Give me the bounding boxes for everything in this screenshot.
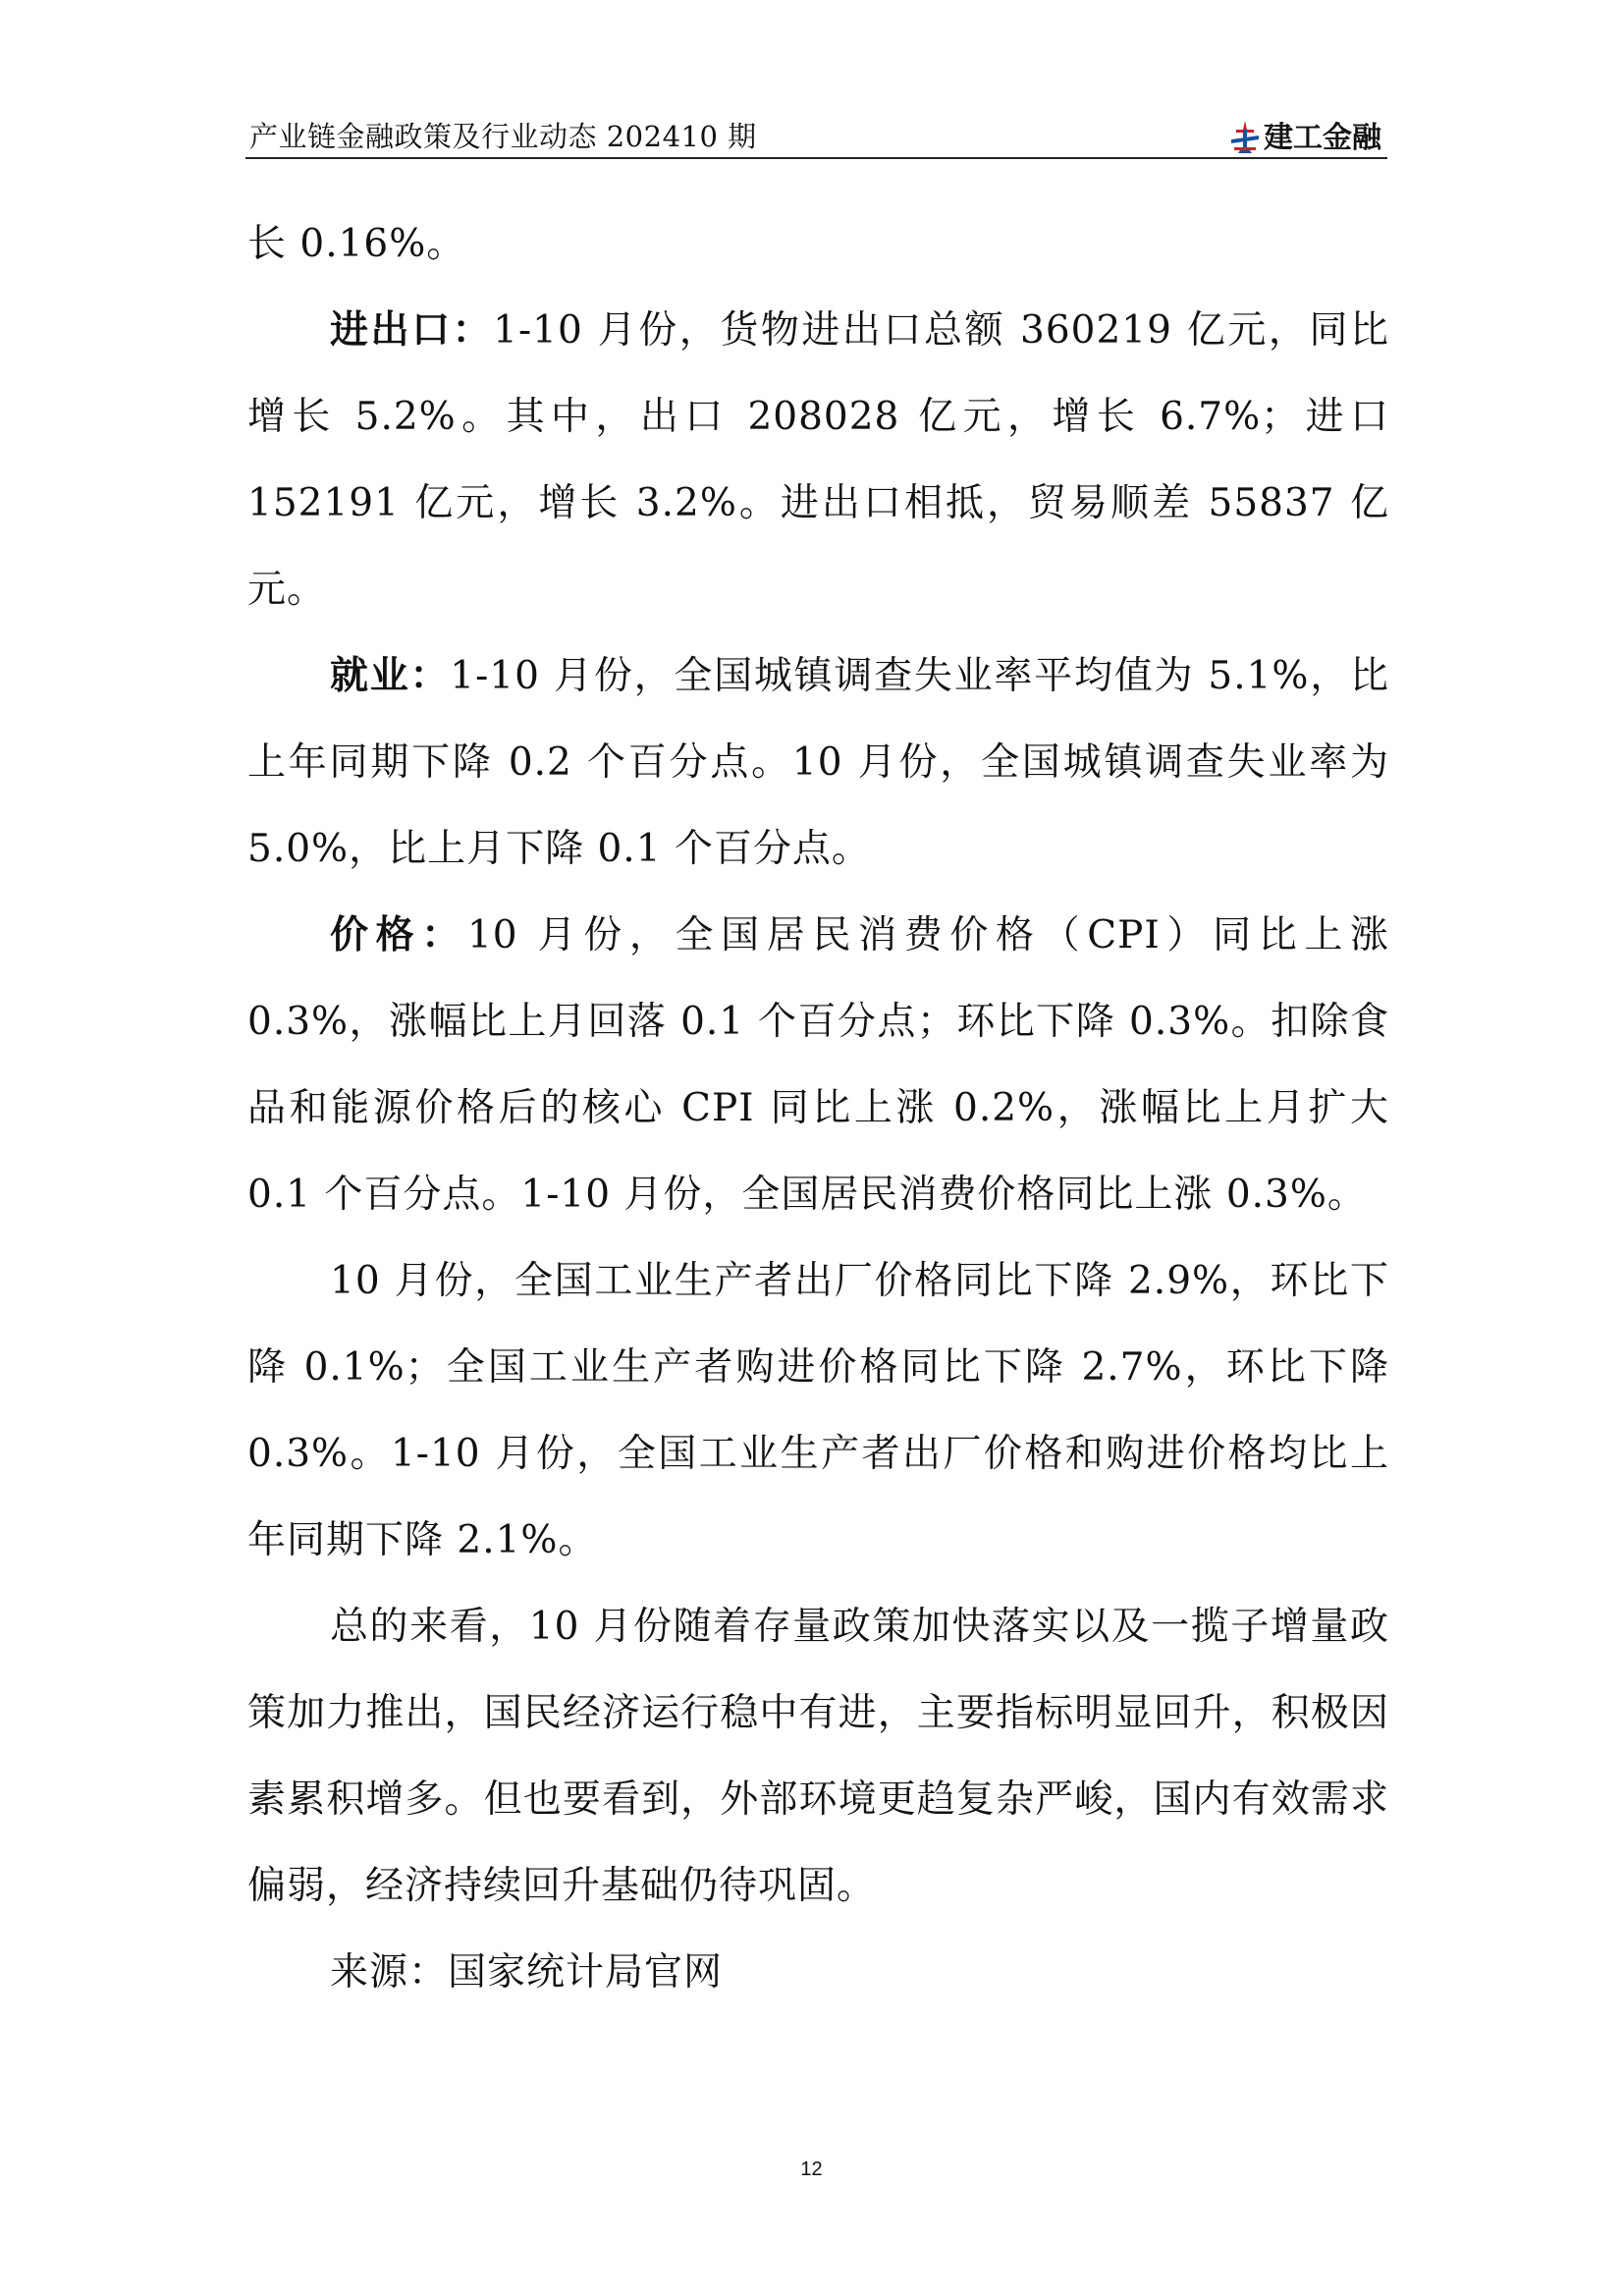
paragraph-text: 长 0.16%。: [247, 222, 466, 266]
paragraph-text: 1-10 月份，货物进出口总额 360219 亿元，同比增长 5.2%。其中，出口 208028 亿元，增长 6.7%；进口 152191 亿元，增长 3.2%。进出口相抵，贸易顺差 55837 亿元。: [247, 308, 1389, 612]
paragraph-text: 10 月份，全国工业生产者出厂价格同比下降 2.9%，环比下降 0.1%；全国工业生产者购进价格同比下降 2.7%，环比下降 0.3%。1-10 月份，全国工业生产者出厂价格和购进价格均比上年同期下降 2.1%。: [247, 1259, 1389, 1562]
paragraph-summary: [247, 1584, 1389, 1930]
paragraph-continuation: [247, 201, 1389, 288]
page-number: 12: [800, 2159, 823, 2180]
building-logo-icon: [1228, 120, 1262, 155]
paragraph-employment: [247, 633, 1389, 893]
section-label-prices: 价格：: [330, 913, 467, 957]
section-label-employment: 就业：: [330, 654, 451, 698]
header-title: 产业链金融政策及行业动态 202410 期: [249, 120, 757, 153]
source-note: 来源：国家统计局官网: [330, 1950, 724, 1995]
section-label-trade: 进出口：: [330, 308, 494, 353]
paragraph-source: [247, 1930, 1389, 2016]
paragraph-text: 1-10 月份，全国城镇调查失业率平均值为 5.1%，比上年同期下降 0.2 个百分点。10 月份，全国城镇调查失业率为 5.0%，比上月下降 0.1 个百分点。: [247, 654, 1389, 871]
header-brand: [1228, 120, 1381, 155]
paragraph-text: 总的来看，10 月份随着存量政策加快落实以及一揽子增量政策加力推出，国民经济运行稳中有进，主要指标明显回升，积极因素累积增多。但也要看到，外部环境更趋复杂严峻，国内有效需求偏弱，经济持续回升基础仍待巩固。: [247, 1605, 1389, 1908]
paragraph-trade: [247, 288, 1389, 633]
paragraph-text: 10 月份，全国居民消费价格（CPI）同比上涨 0.3%，涨幅比上月回落 0.1 个百分点；环比下降 0.3%。扣除食品和能源价格后的核心 CPI 同比上涨 0.2%，涨幅比上月扩大 0.1 个百分点。1-10 月份，全国居民消费价格同比上涨 0.3%。: [247, 913, 1389, 1217]
page-header: [245, 110, 1387, 157]
paragraph-prices: [247, 893, 1389, 1238]
brand-name: 建工金融: [1264, 121, 1381, 155]
header-divider: [245, 157, 1387, 159]
paragraph-ppi: [247, 1238, 1389, 1584]
document-body: [247, 201, 1389, 2016]
